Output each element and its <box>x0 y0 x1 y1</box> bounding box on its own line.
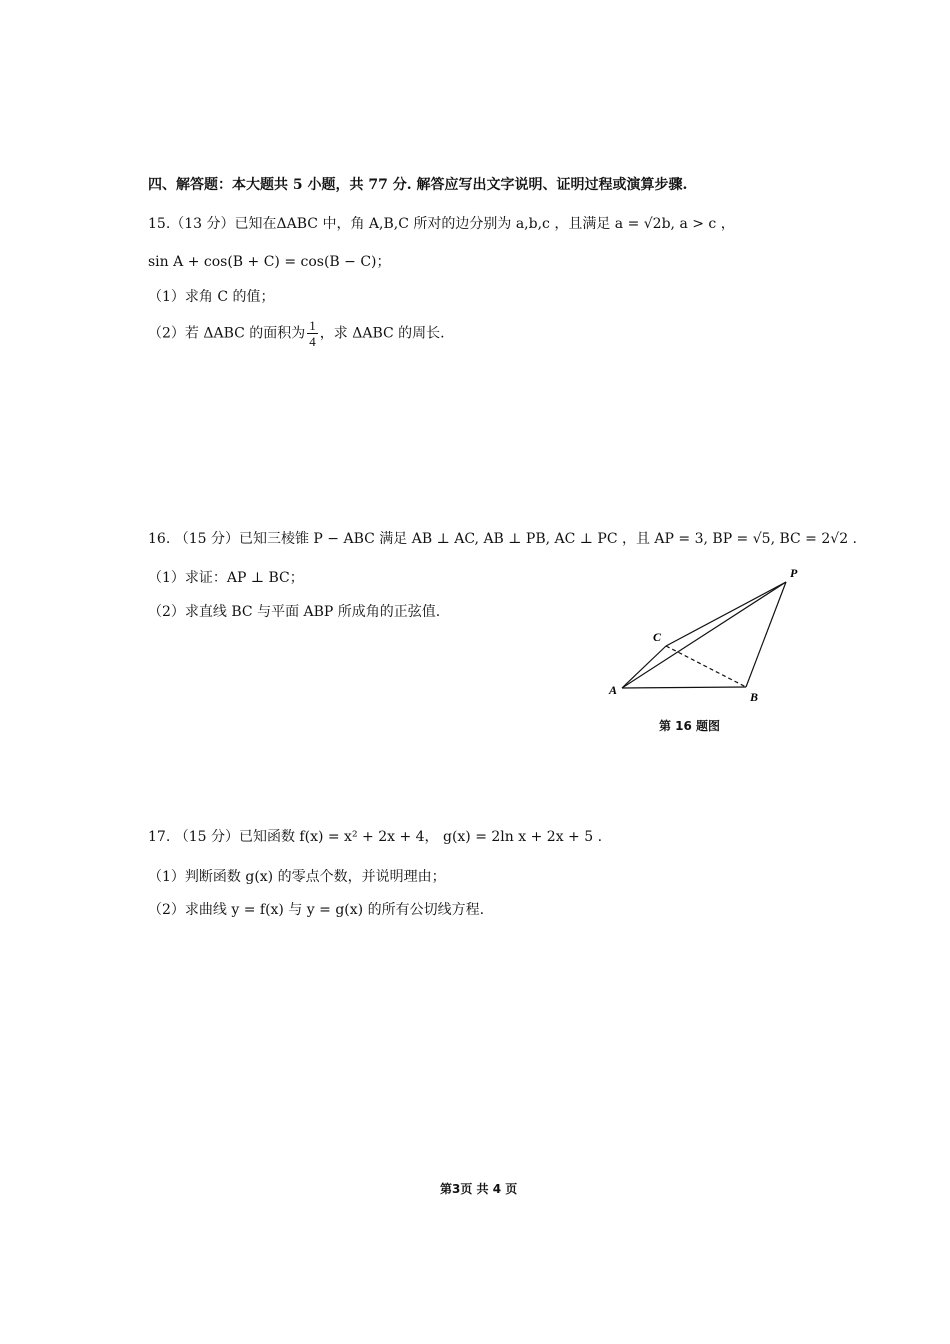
figure-caption: 第 16 题图 <box>659 719 721 733</box>
q15-stem-line1: 15.（13 分）已知在ΔABC 中，角 A,B,C 所对的边分别为 a,b,c ，且满足 a = √2b, a > c ， <box>148 216 735 232</box>
q16-part2: （2）求直线 BC 与平面 ABP 所成角的正弦值. <box>148 604 441 620</box>
edge-BP <box>746 582 786 687</box>
q17-stem: 17. （15 分）已知函数 f(x) = x² + 2x + 4， g(x) = 2ln x + 2x + 5 . <box>148 829 603 845</box>
edge-AP <box>622 582 786 688</box>
edge-AC <box>622 646 666 688</box>
fraction-denominator: 4 <box>309 334 316 349</box>
section-heading: 四、解答题：本大题共 5 小题，共 77 分. 解答应写出文字说明、证明过程或演算步骤. <box>148 177 688 193</box>
q15-stem-line2: sin A + cos(B + C) = cos(B − C)； <box>148 254 391 270</box>
q17-part1: （1）判断函数 g(x) 的零点个数，并说明理由； <box>148 869 446 885</box>
q15-part1: （1）求角 C 的值； <box>148 289 275 305</box>
edge-CP <box>666 582 786 646</box>
page-footer: 第3页 共 4 页 <box>440 1182 518 1196</box>
q15-part2 <box>148 318 445 349</box>
q15-part2-after: ，求 ΔABC 的周长. <box>319 325 445 342</box>
q16-stem: 16. （15 分）已知三棱锥 P − ABC 满足 AB ⊥ AC, AB ⊥ PB, AC ⊥ PC ，且 AP = 3, BP = √5, BC = 2√2 . <box>148 531 857 547</box>
area-fraction <box>307 318 318 349</box>
edge-AB <box>622 687 746 688</box>
label-A: A <box>609 683 618 697</box>
label-C: C <box>653 630 662 644</box>
q17-part2: （2）求曲线 y = f(x) 与 y = g(x) 的所有公切线方程. <box>148 902 485 918</box>
q15-part2-before: （2）若 ΔABC 的面积为 <box>148 325 306 342</box>
fraction-numerator: 1 <box>309 318 316 333</box>
q16-part1: （1）求证：AP ⊥ BC； <box>148 570 304 586</box>
label-P: P <box>790 566 798 580</box>
tetrahedron-figure <box>600 560 820 740</box>
label-B: B <box>750 690 759 704</box>
